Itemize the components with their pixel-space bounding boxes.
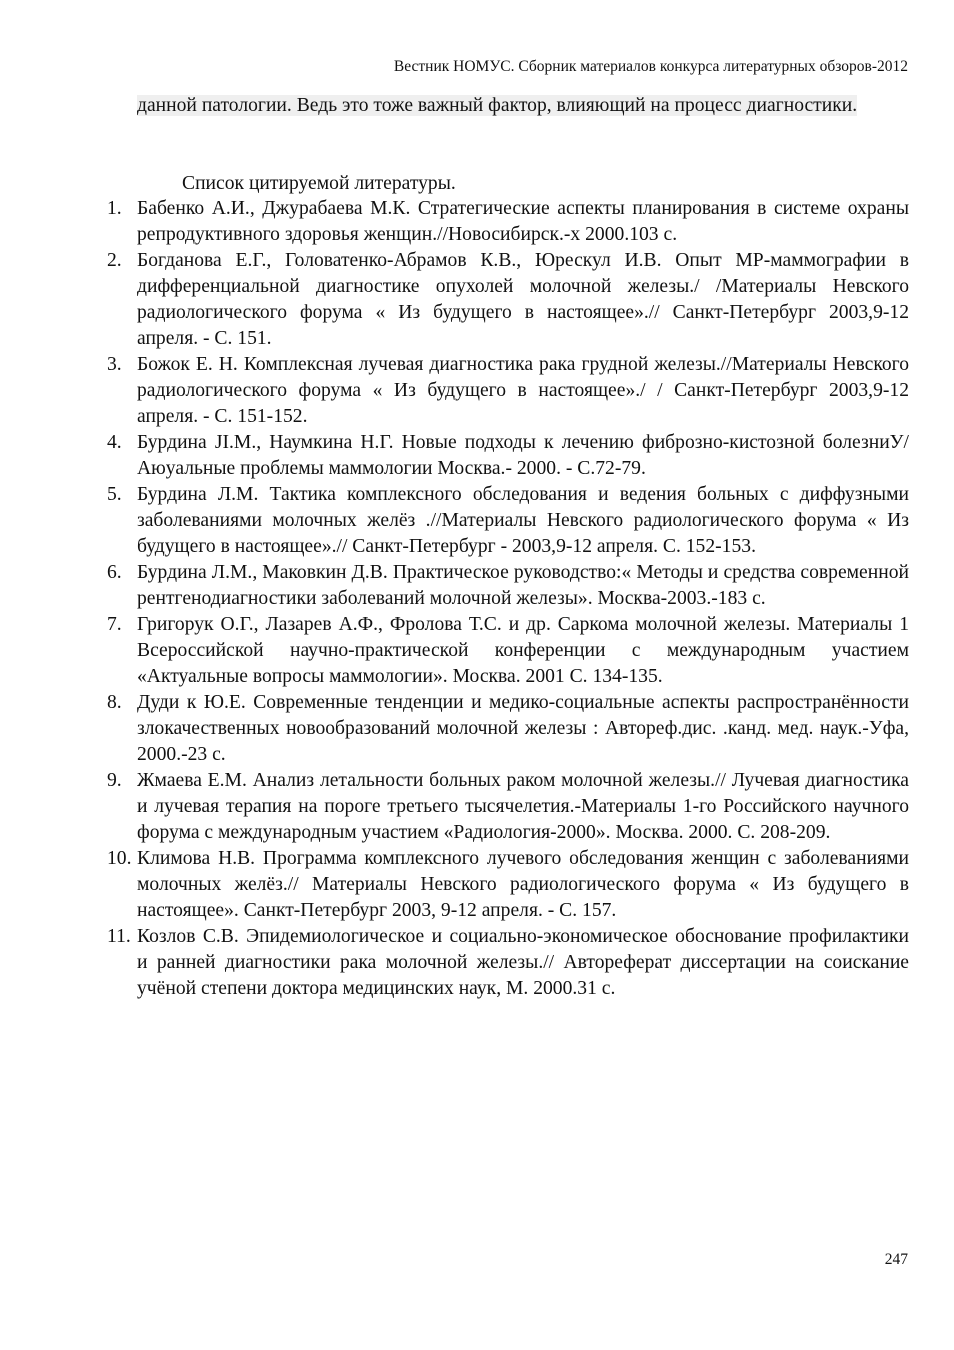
reference-item-2	[107, 248, 909, 352]
reference-number: 3.	[107, 354, 122, 375]
reference-text: Божок Е. Н. Комплексная лучевая диагностика рака грудной железы.//Материалы Невского радиологического форума « Из будущего в настоящее»./ / Санкт-Петербург 2003,9-12 апреля. - С. 151-152.	[137, 354, 909, 427]
running-header: Вестник НОМУС. Сборник материалов конкурса литературных обзоров-2012	[393, 58, 908, 75]
reference-text: Бурдина Л.М., Маковкин Д.В. Практическое руководство:« Методы и средства современной рентгенодиагностики заболеваний молочной железы». Москва-2003.-183 с.	[137, 562, 909, 609]
references-title: Список цитируемой литературы.	[182, 173, 456, 194]
reference-text: Бурдина Л.М. Тактика комплексного обследования и ведения больных с диффузными заболеваниями молочных желёз .//Материалы Невского радиологического форума « Из будущего в настоящее».// Санкт-Петербург - 2003,9-12 апреля. С. 152-153.	[137, 484, 909, 557]
reference-number: 11.	[107, 926, 131, 947]
reference-number: 9.	[107, 770, 122, 791]
reference-item-11	[107, 924, 909, 1002]
reference-text: Жмаева Е.М. Анализ летальности больных раком молочной железы.// Лучевая диагностика и лучевая терапия на пороге третьего тысячелетия.-Материалы 1-го Российского научного форума с международным участием «Радиология-2000». Москва. 2000. С. 208-209.	[137, 770, 909, 843]
reference-item-4	[107, 430, 909, 482]
reference-item-5	[107, 482, 909, 560]
page-number: 247	[884, 1251, 908, 1268]
reference-number: 4.	[107, 432, 122, 453]
reference-item-6	[107, 560, 909, 612]
reference-text: Григорук О.Г., Лазарев А.Ф., Фролова Т.С. и др. Саркома молочной железы. Материалы 1 Всероссийской научно-практической конференции с международным участием «Актуальные вопросы маммологии». Москва. 2001 С. 134-135.	[137, 614, 909, 687]
reference-number: 2.	[107, 250, 122, 271]
reference-text: Климова Н.В. Программа комплексного лучевого обследования женщин с заболеваниями молочных желёз.// Материалы Невского радиологического форума « Из будущего в настоящее». Санкт-Петербург 2003, 9-12 апреля. - С. 157.	[137, 848, 909, 921]
reference-text: Богданова Е.Г., Головатенко-Абрамов К.В., Юрескул И.В. Опыт МР-маммографии в дифференциальной диагностике опухолей молочной железы./ /Материалы Невского радиологического форума « Из будущего в настоящее».// Санкт-Петербург 2003,9-12 апреля. - С. 151.	[137, 250, 909, 349]
reference-number: 7.	[107, 614, 122, 635]
reference-item-7	[107, 612, 909, 690]
reference-item-1	[107, 196, 909, 248]
reference-text: Козлов С.В. Эпидемиологическое и социально-экономическое обоснование профилактики и ранней диагностики рака молочной железы.// Автореферат диссертации на соискание учёной степени доктора медицинских наук, М. 2000.31 с.	[137, 926, 909, 999]
reference-text: Бурдина JI.M., Наумкина Н.Г. Новые подходы к лечению фиброзно-кистозной болезниУ/Аюуальные проблемы маммологии Москва.- 2000. - С.72-79.	[137, 432, 909, 479]
reference-number: 10.	[107, 848, 132, 869]
reference-number: 1.	[107, 198, 122, 219]
intro-text: данной патологии. Ведь это тоже важный фактор, влияющий на процесс диагностики.	[137, 95, 858, 116]
reference-number: 6.	[107, 562, 122, 583]
reference-number: 8.	[107, 692, 122, 713]
reference-item-9	[107, 768, 909, 846]
reference-item-8	[107, 690, 909, 768]
reference-item-10	[107, 846, 909, 924]
reference-text: Бабенко А.И., Джурабаева М.К. Стратегические аспекты планирования в системе охраны репродуктивного здоровья женщин.//Новосибирск.-х 2000.103 с.	[137, 198, 909, 245]
reference-item-3	[107, 352, 909, 430]
reference-text: Дуди к Ю.Е. Современные тенденции и медико-социальные аспекты распространённости злокачественных новообразований молочной железы : Автореф.дис. .канд. мед. наук.-Уфа, 2000.-23 с.	[137, 692, 909, 765]
reference-number: 5.	[107, 484, 122, 505]
references-list	[107, 196, 909, 1002]
intro-paragraph	[137, 93, 909, 119]
